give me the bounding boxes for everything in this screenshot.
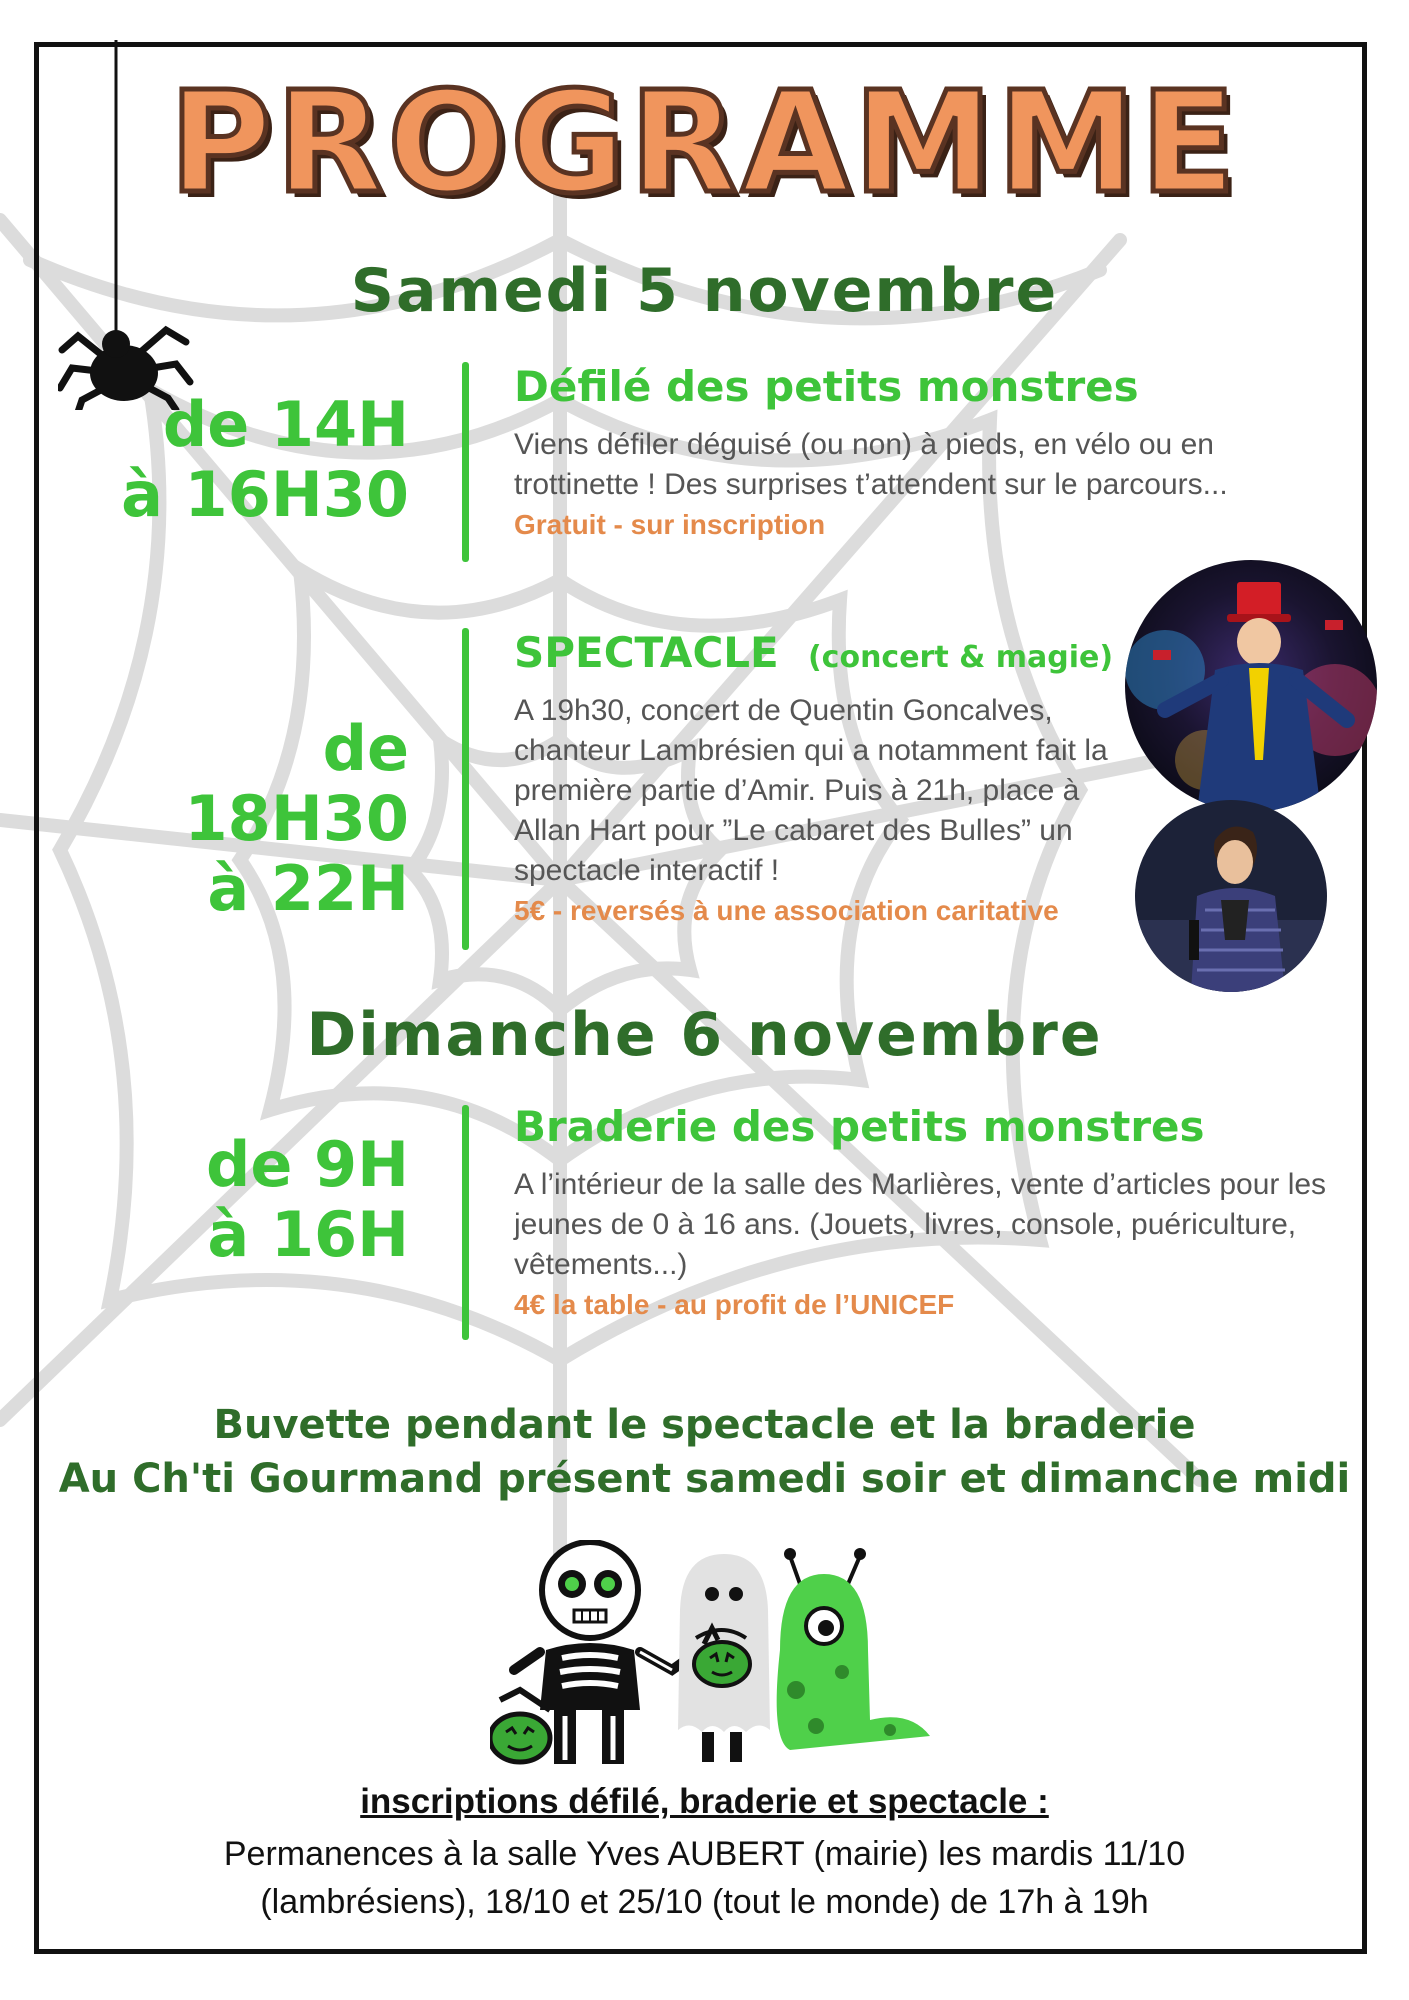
event-subtitle: (concert & magie) [807,640,1114,675]
event-title [514,628,1124,677]
singer-photo [1135,800,1327,992]
time-start: de 9H [205,1128,409,1201]
day-heading-sunday: Dimanche 6 novembre [306,1000,1103,1070]
monsters-illustration [490,1540,950,1770]
divider-bar [462,1105,469,1340]
inscriptions-line: Permanences à la salle Yves AUBERT (mairie) les mardis 11/10 [223,1835,1186,1873]
inscriptions-info [0,1830,1409,1926]
event-price: Gratuit - sur inscription [514,509,826,540]
event-price: 5€ - reversés à une association caritative [514,895,1059,926]
day-heading-saturday: Samedi 5 novembre [350,256,1059,326]
time-end: à 22H [207,852,409,925]
green-alien-monster-icon [777,1548,930,1750]
event-title: Braderie des petits monstres [514,1102,1205,1151]
event-spectacle [514,628,1124,927]
inscriptions-line: (lambrésiens), 18/10 et 25/10 (tout le monde) de 17h à 19h [260,1883,1149,1921]
time-end: à 16H [207,1198,409,1271]
buvette-info [0,1398,1409,1506]
event-braderie [514,1102,1354,1321]
time-start: de 18H30 [184,712,409,855]
time-end: à 16H30 [121,458,409,531]
event-title-main: SPECTACLE [514,628,779,677]
event-time [109,714,409,924]
divider-bar [462,628,469,950]
skeleton-monster-icon [490,1542,686,1764]
buvette-line: Au Ch'ti Gourmand présent samedi soir et dimanche midi [58,1456,1351,1502]
event-description: Viens défiler déguisé (ou non) à pieds, en vélo ou en trottinette ! Des surprises t’attendent sur le parcours... [514,428,1228,501]
inscriptions-heading: inscriptions défilé, braderie et spectacle : [360,1782,1049,1821]
divider-bar [462,362,469,562]
event-defile [514,362,1344,541]
event-time [109,1130,409,1270]
event-title: Défilé des petits monstres [514,362,1139,411]
event-time [109,390,409,530]
ghost-monster-icon [678,1554,770,1762]
event-description: A l’intérieur de la salle des Marlières, vente d’articles pour les jeunes de 0 à 16 ans. (Jouets, livres, console, puériculture, vêtements...) [514,1168,1327,1281]
buvette-line: Buvette pendant le spectacle et la braderie [213,1402,1196,1448]
poster-title: PROGRAMME [169,62,1240,225]
event-price: 4€ la table - au profit de l’UNICEF [514,1289,955,1320]
time-start: de 14H [162,388,409,461]
event-description: A 19h30, concert de Quentin Goncalves, chanteur Lambrésien qui a notamment fait la première partie d’Amir. Puis à 21h, place à Allan Hart pour ”Le cabaret des Bulles” un spectacle interactif ! [514,694,1108,887]
magician-photo [1125,560,1377,812]
